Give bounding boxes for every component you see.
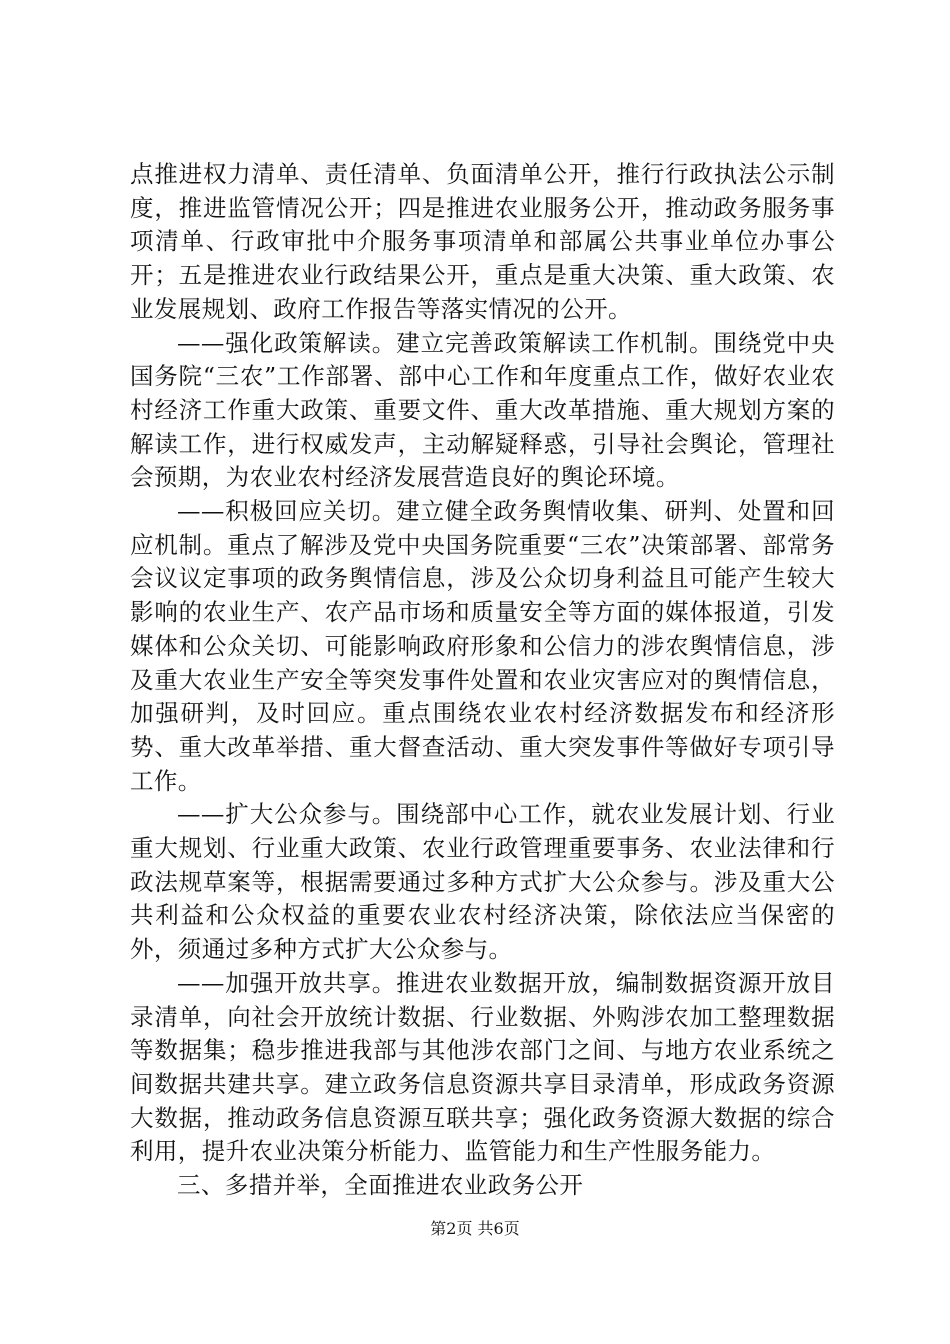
paragraph-policy-interpretation: ——强化政策解读。建立完善政策解读工作机制。围绕党中央国务院“三农”工作部署、部中心工作和年度重点工作，做好农业农村经济工作重大政策、重要文件、重大改革措施、重大规划方案的解读工作，进行权威发声，主动解疑释惑，引导社会舆论，管理社会预期，为农业农村经济发展营造良好的舆论环境。 (130, 328, 835, 492)
paragraph-respond-concerns: ——积极回应关切。建立健全政务舆情收集、研判、处置和回应机制。重点了解涉及党中央国务院重要“三农”决策部署、部常务会议议定事项的政务舆情信息，涉及公众切身利益且可能产生较大影响的农业生产、农产品市场和质量安全等方面的媒体报道，引发媒体和公众关切、可能影响政府形象和公信力的涉农舆情信息，涉及重大农业生产安全等突发事件处置和农业灾害应对的舆情信息，加强研判，及时回应。重点围绕农业农村经济数据发布和经济形势、重大改革举措、重大督查活动、重大突发事件等做好专项引导工作。 (130, 497, 835, 795)
paragraph-public-participation: ——扩大公众参与。围绕部中心工作，就农业发展计划、行业重大规划、行业重大政策、农业行政管理重要事务、农业法律和行政法规草案等，根据需要通过多种方式扩大公众参与。涉及重大公共利益和公众权益的重要农业农村经济决策，除依法应当保密的外，须通过多种方式扩大公众参与。 (130, 800, 835, 964)
section-heading: 三、多措并举，全面推进农业政务公开 (177, 1171, 584, 1200)
document-body (130, 158, 835, 1203)
paragraph-open-sharing: ——加强开放共享。推进农业数据开放，编制数据资源开放目录清单，向社会开放统计数据、行业数据、外购涉农加工整理数据等数据集；稳步推进我部与其他涉农部门之间、与地方农业系统之间数据共建共享。建立政务信息资源共享目录清单，形成政务资源大数据，推动政务信息资源互联共享；强化政务资源大数据的综合利用，提升农业决策分析能力、监管能力和生产性服务能力。 (130, 968, 835, 1166)
page-number-footer: 第2页 共6页 (430, 1219, 520, 1238)
paragraph-continuation: 点推进权力清单、责任清单、负面清单公开，推行行政执法公示制度，推进监管情况公开；四是推进农业服务公开，推动政务服务事项清单、行政审批中介服务事项清单和部属公共事业单位办事公开；五是推进农业行政结果公开，重点是重大决策、重大政策、农业发展规划、政府工作报告等落实情况的公开。 (130, 160, 835, 323)
